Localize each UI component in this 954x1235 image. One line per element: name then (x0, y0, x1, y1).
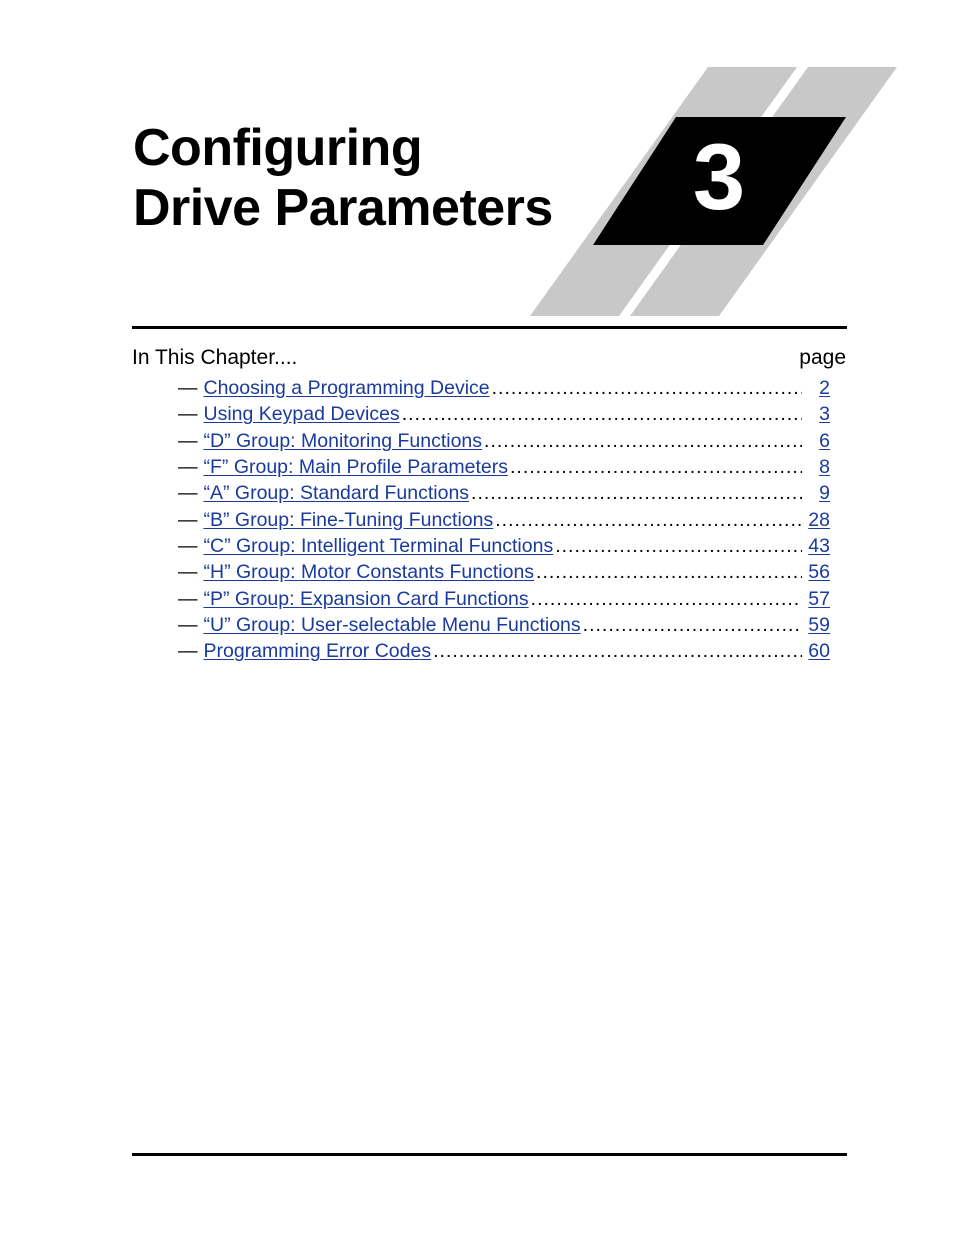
toc-dash: — (178, 403, 198, 426)
dot-leader (471, 480, 802, 506)
toc-link[interactable]: “U” Group: User-selectable Menu Functions (203, 614, 581, 637)
toc-link[interactable]: Using Keypad Devices (203, 403, 400, 426)
toc-page-link[interactable]: 8 (819, 456, 830, 479)
toc-item (178, 454, 830, 480)
toc-item (178, 586, 830, 612)
toc-link[interactable]: “P” Group: Expansion Card Functions (203, 587, 529, 610)
toc-link[interactable]: “B” Group: Fine-Tuning Functions (203, 508, 494, 531)
toc-dash: — (178, 640, 198, 663)
dot-leader (531, 586, 802, 612)
toc-item (178, 638, 830, 664)
toc-dash: — (178, 587, 198, 610)
toc-page-link[interactable]: 28 (808, 508, 830, 531)
toc-dash: — (178, 614, 198, 637)
toc-item (178, 375, 830, 401)
toc-dash: — (178, 456, 198, 479)
toc-item (178, 401, 830, 427)
toc-item (178, 480, 830, 506)
chapter-number-graphic (0, 0, 954, 330)
dot-leader (495, 507, 802, 533)
toc-page-link[interactable]: 3 (819, 403, 830, 426)
toc-page-link[interactable]: 56 (808, 561, 830, 584)
toc-page-link[interactable]: 60 (808, 640, 830, 663)
toc-link[interactable]: Programming Error Codes (203, 640, 432, 663)
dot-leader (555, 533, 802, 559)
toc-item (178, 428, 830, 454)
toc-link[interactable]: “C” Group: Intelligent Terminal Functions (203, 535, 554, 558)
dot-leader (402, 401, 802, 427)
toc-page-column-label: page (799, 346, 846, 369)
toc-link[interactable]: “H” Group: Motor Constants Functions (203, 561, 535, 584)
dot-leader (433, 638, 802, 664)
toc-link[interactable]: “A” Group: Standard Functions (203, 482, 470, 505)
toc-page-link[interactable]: 2 (819, 377, 830, 399)
toc-page-link[interactable]: 43 (808, 535, 830, 558)
toc-page-link[interactable]: 57 (808, 587, 830, 610)
chapter-title-line-2: Drive Parameters (133, 179, 553, 237)
toc-header (132, 344, 847, 372)
toc-list (178, 375, 830, 665)
dot-leader (484, 428, 802, 454)
toc-dash: — (178, 429, 198, 452)
toc-item (178, 533, 830, 559)
toc-page-link[interactable]: 9 (819, 482, 830, 505)
toc-dash: — (178, 535, 198, 558)
toc-link[interactable]: Choosing a Programming Device (203, 377, 490, 399)
toc-link[interactable]: “D” Group: Monitoring Functions (203, 429, 483, 452)
toc-item (178, 612, 830, 638)
top-divider (132, 326, 847, 329)
bottom-divider (132, 1153, 847, 1156)
toc-dash: — (178, 482, 198, 505)
toc-heading: In This Chapter.... (132, 346, 298, 369)
dot-leader (492, 375, 802, 401)
toc-page-link[interactable]: 59 (808, 614, 830, 637)
toc-item (178, 507, 830, 533)
toc-dash: — (178, 561, 198, 584)
dot-leader (510, 454, 802, 480)
toc-dash: — (178, 508, 198, 531)
chapter-title-line-1: Configuring (133, 119, 423, 177)
dot-leader (536, 559, 802, 585)
toc-link[interactable]: “F” Group: Main Profile Parameters (203, 456, 509, 479)
toc-page-link[interactable]: 6 (819, 429, 830, 452)
toc-item (178, 559, 830, 585)
toc-dash: — (178, 377, 198, 399)
dot-leader (583, 612, 802, 638)
chapter-number: 3 (692, 124, 746, 229)
